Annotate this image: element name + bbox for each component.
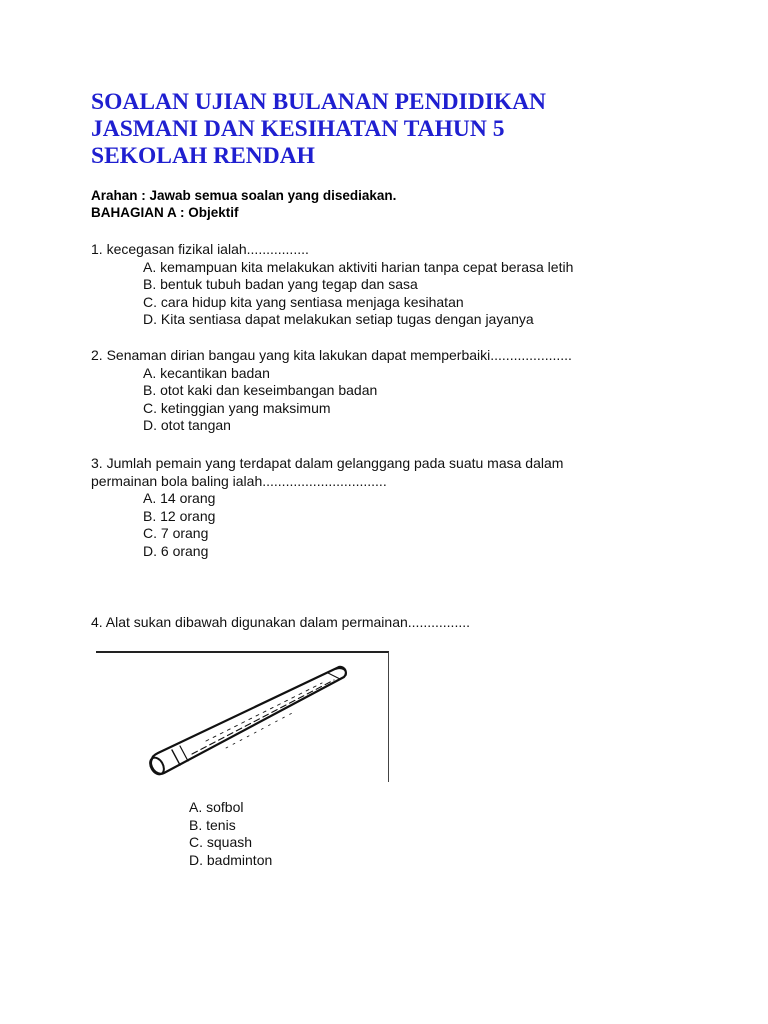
option-c: C. 7 orang bbox=[143, 525, 209, 541]
section-heading: BAHAGIAN A : Objektif bbox=[91, 205, 239, 220]
option-b: B. otot kaki dan keseimbangan badan bbox=[143, 382, 378, 398]
title-line: JASMANI DAN KESIHATAN TAHUN 5 bbox=[91, 116, 505, 142]
question-stem: 3. Jumlah pemain yang terdapat dalam gelanggang pada suatu masa dalam bbox=[91, 455, 564, 471]
instruction-text: Arahan : Jawab semua soalan yang disediakan. bbox=[91, 188, 397, 203]
question-4-options bbox=[91, 799, 272, 869]
option-a: A. kemampuan kita melakukan aktiviti harian tanpa cepat berasa letih bbox=[143, 258, 574, 275]
softball-bat-icon bbox=[96, 653, 386, 781]
option-c: C. squash bbox=[189, 834, 253, 850]
question-stem: 1. kecegasan fizikal ialah................ bbox=[91, 241, 309, 257]
softball-bat-figure bbox=[96, 651, 389, 782]
option-b: B. 12 orang bbox=[143, 507, 216, 524]
question-stem: 4. Alat sukan dibawah digunakan dalam permainan................ bbox=[91, 614, 471, 630]
question-1 bbox=[91, 241, 573, 329]
option-d: D. badminton bbox=[189, 851, 273, 868]
question-2 bbox=[91, 347, 572, 435]
question-4 bbox=[91, 614, 470, 632]
option-a: A. kecantikan badan bbox=[143, 364, 270, 381]
title-line: SEKOLAH RENDAH bbox=[91, 143, 315, 169]
option-d: D. Kita sentiasa dapat melakukan setiap tugas dengan jayanya bbox=[143, 311, 534, 327]
option-d: D. 6 orang bbox=[143, 542, 209, 559]
question-3 bbox=[91, 455, 563, 560]
page-title bbox=[91, 89, 711, 170]
option-a: A. 14 orang bbox=[143, 490, 216, 506]
option-c: C. ketinggian yang maksimum bbox=[143, 399, 331, 416]
option-d: D. otot tangan bbox=[143, 417, 231, 433]
option-b: B. bentuk tubuh badan yang tegap dan sasa bbox=[143, 276, 418, 292]
option-b: B. tenis bbox=[189, 816, 236, 833]
question-stem-continued: permainan bola baling ialah................................ bbox=[91, 472, 387, 489]
option-a: A. sofbol bbox=[189, 799, 244, 815]
question-stem: 2. Senaman dirian bangau yang kita lakukan dapat memperbaiki..................... bbox=[91, 347, 572, 363]
title-line: SOALAN UJIAN BULANAN PENDIDIKAN bbox=[91, 89, 547, 115]
option-c: C. cara hidup kita yang sentiasa menjaga kesihatan bbox=[143, 293, 464, 310]
